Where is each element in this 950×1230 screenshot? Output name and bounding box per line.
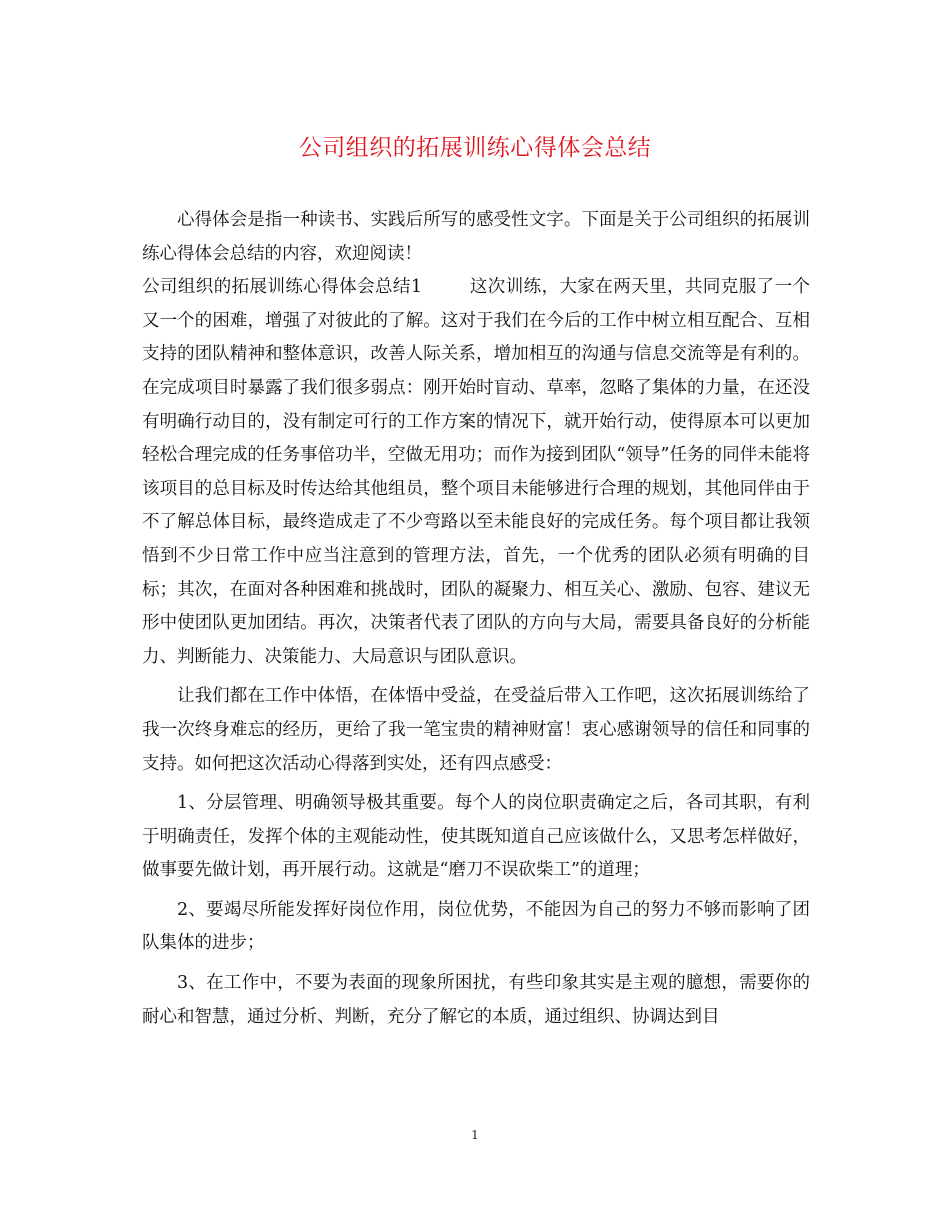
section-heading: 公司组织的拓展训练心得体会总结1 [142, 277, 422, 298]
point-3-paragraph: 3、在工作中，不要为表面的现象所困扰，有些印象其实是主观的臆想，需要你的耐心和智慧，通过分析、判断，充分了解它的本质，通过组织、协调达到目 [142, 973, 810, 1027]
section-1-paragraph [142, 271, 810, 674]
document-title: 公司组织的拓展训练心得体会总结 [298, 135, 652, 161]
point-1-paragraph: 1、分层管理、明确领导极其重要。每个人的岗位职责确定之后，各司其职，有利于明确责任，发挥个体的主观能动性，使其既知道自己应该做什么，又思考怎样做好，做事要先做计划，再开展行动。这就是“磨刀不误砍柴工”的道理； [142, 793, 810, 881]
paragraph-2: 让我们都在工作中体悟，在体悟中受益，在受益后带入工作吧，这次拓展训练给了我一次终身难忘的经历，更给了我一笔宝贵的精神财富！衷心感谢领导的信任和同事的支持。如何把这次活动心得落到实处，还有四点感受： [142, 686, 810, 774]
document-body [142, 204, 810, 1034]
page-number: 1 [471, 1128, 479, 1142]
intro-paragraph: 心得体会是指一种读书、实践后所写的感受性文字。下面是关于公司组织的拓展训练心得体会总结的内容，欢迎阅读！ [142, 210, 810, 264]
section-body: 这次训练，大家在两天里，共同克服了一个又一个的困难，增强了对彼此的了解。这对于我们在今后的工作中树立相互配合、互相支持的团队精神和整体意识，改善人际关系，增加相互的沟通与信息交流等是有利的。在完成项目时暴露了我们很多弱点：刚开始时盲动、草率，忽略了集体的力量，在还没有明确行动目的，没有制定可行的工作方案的情况下，就开始行动，使得原本可以更加轻松合理完成的任务事倍功半，空做无用功；而作为接到团队“领导”任务的同伴未能将该项目的总目标及时传达给其他组员，整个项目未能够进行合理的规划，其他同伴由于不了解总体目标，最终造成走了不少弯路以至未能良好的完成任务。每个项目都让我领悟到不少日常工作中应当注意到的管理方法，首先，一个优秀的团队必须有明确的目标；其次，在面对各种困难和挑战时，团队的凝聚力、相互关心、激励、包容、建议无形中使团队更加团结。再次，决策者代表了团队的方向与大局，需要具备良好的分析能力、判断能力、决策能力、大局意识与团队意识。 [142, 277, 810, 667]
point-2-paragraph: 2、要竭尽所能发挥好岗位作用，岗位优势，不能因为自己的努力不够而影响了团队集体的进步； [142, 899, 810, 954]
